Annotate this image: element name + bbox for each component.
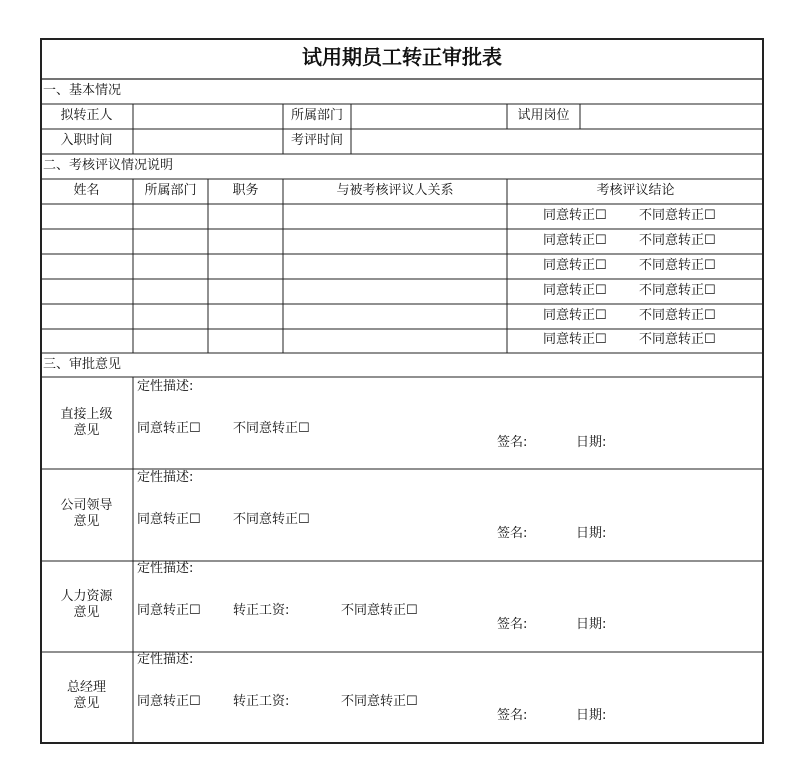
col-relationship: 与被考核评议人关系	[336, 183, 454, 198]
col-conclusion: 考核评议结论	[596, 183, 675, 198]
approval-form	[40, 38, 764, 744]
supervisor-desc-label: 定性描述:	[137, 379, 194, 394]
gm-disagree-checkbox[interactable]: 不同意转正☐	[341, 694, 418, 709]
section-review-heading: 二、考核评议情况说明	[43, 158, 174, 173]
leadership-agree-checkbox[interactable]: 同意转正☐	[137, 512, 201, 527]
leadership-opinion-label-line2: 意见	[73, 514, 100, 529]
section-approval-heading: 三、审批意见	[43, 357, 122, 372]
gm-agree-checkbox[interactable]: 同意转正☐	[137, 694, 201, 709]
supervisor-disagree-checkbox[interactable]: 不同意转正☐	[233, 421, 310, 436]
review-agree-checkbox[interactable]: 同意转正☐	[543, 332, 607, 347]
review-date-label: 考评时间	[290, 133, 343, 148]
review-disagree-checkbox[interactable]: 不同意转正☐	[639, 308, 716, 323]
form-title: 试用期员工转正审批表	[302, 45, 502, 69]
col-name: 姓名	[73, 183, 100, 198]
gm-opinion-label-line2: 意见	[73, 696, 100, 711]
review-disagree-checkbox[interactable]: 不同意转正☐	[639, 233, 716, 248]
candidate-label: 拟转正人	[60, 108, 113, 123]
leadership-sign-label: 签名:	[497, 526, 528, 541]
col-title: 职务	[232, 183, 259, 198]
hr-desc-label: 定性描述:	[137, 561, 194, 576]
hr-agree-checkbox[interactable]: 同意转正☐	[137, 603, 201, 618]
hr-opinion-label-line2: 意见	[73, 605, 100, 620]
review-disagree-checkbox[interactable]: 不同意转正☐	[639, 208, 716, 223]
gm-sign-label: 签名:	[497, 708, 528, 723]
section-basic-heading: 一、基本情况	[43, 83, 122, 98]
review-disagree-checkbox[interactable]: 不同意转正☐	[639, 283, 716, 298]
gm-opinion-label-line1: 总经理	[66, 680, 106, 695]
leadership-desc-label: 定性描述:	[137, 470, 194, 485]
trial-position-label: 试用岗位	[517, 108, 570, 123]
leadership-opinion-label-line1: 公司领导	[60, 498, 113, 513]
supervisor-agree-checkbox[interactable]: 同意转正☐	[137, 421, 201, 436]
supervisor-opinion-label-line1: 直接上级	[60, 407, 113, 422]
leadership-date-label: 日期:	[576, 526, 607, 541]
review-agree-checkbox[interactable]: 同意转正☐	[543, 308, 607, 323]
review-agree-checkbox[interactable]: 同意转正☐	[543, 283, 607, 298]
hr-disagree-checkbox[interactable]: 不同意转正☐	[341, 603, 418, 618]
hr-salary-label: 转正工资:	[233, 603, 290, 618]
gm-salary-label: 转正工资:	[233, 694, 290, 709]
review-agree-checkbox[interactable]: 同意转正☐	[543, 208, 607, 223]
supervisor-opinion-label-line2: 意见	[73, 423, 100, 438]
gm-desc-label: 定性描述:	[137, 652, 194, 667]
hr-date-label: 日期:	[576, 617, 607, 632]
hr-sign-label: 签名:	[497, 617, 528, 632]
gm-date-label: 日期:	[576, 708, 607, 723]
review-disagree-checkbox[interactable]: 不同意转正☐	[639, 332, 716, 347]
hr-opinion-label-line1: 人力资源	[60, 589, 113, 604]
supervisor-date-label: 日期:	[576, 435, 607, 450]
hire-date-label: 入职时间	[60, 133, 113, 148]
review-agree-checkbox[interactable]: 同意转正☐	[543, 258, 607, 273]
review-disagree-checkbox[interactable]: 不同意转正☐	[639, 258, 716, 273]
col-department: 所属部门	[144, 183, 197, 198]
leadership-disagree-checkbox[interactable]: 不同意转正☐	[233, 512, 310, 527]
department-label: 所属部门	[290, 108, 343, 123]
review-agree-checkbox[interactable]: 同意转正☐	[543, 233, 607, 248]
supervisor-sign-label: 签名:	[497, 435, 528, 450]
